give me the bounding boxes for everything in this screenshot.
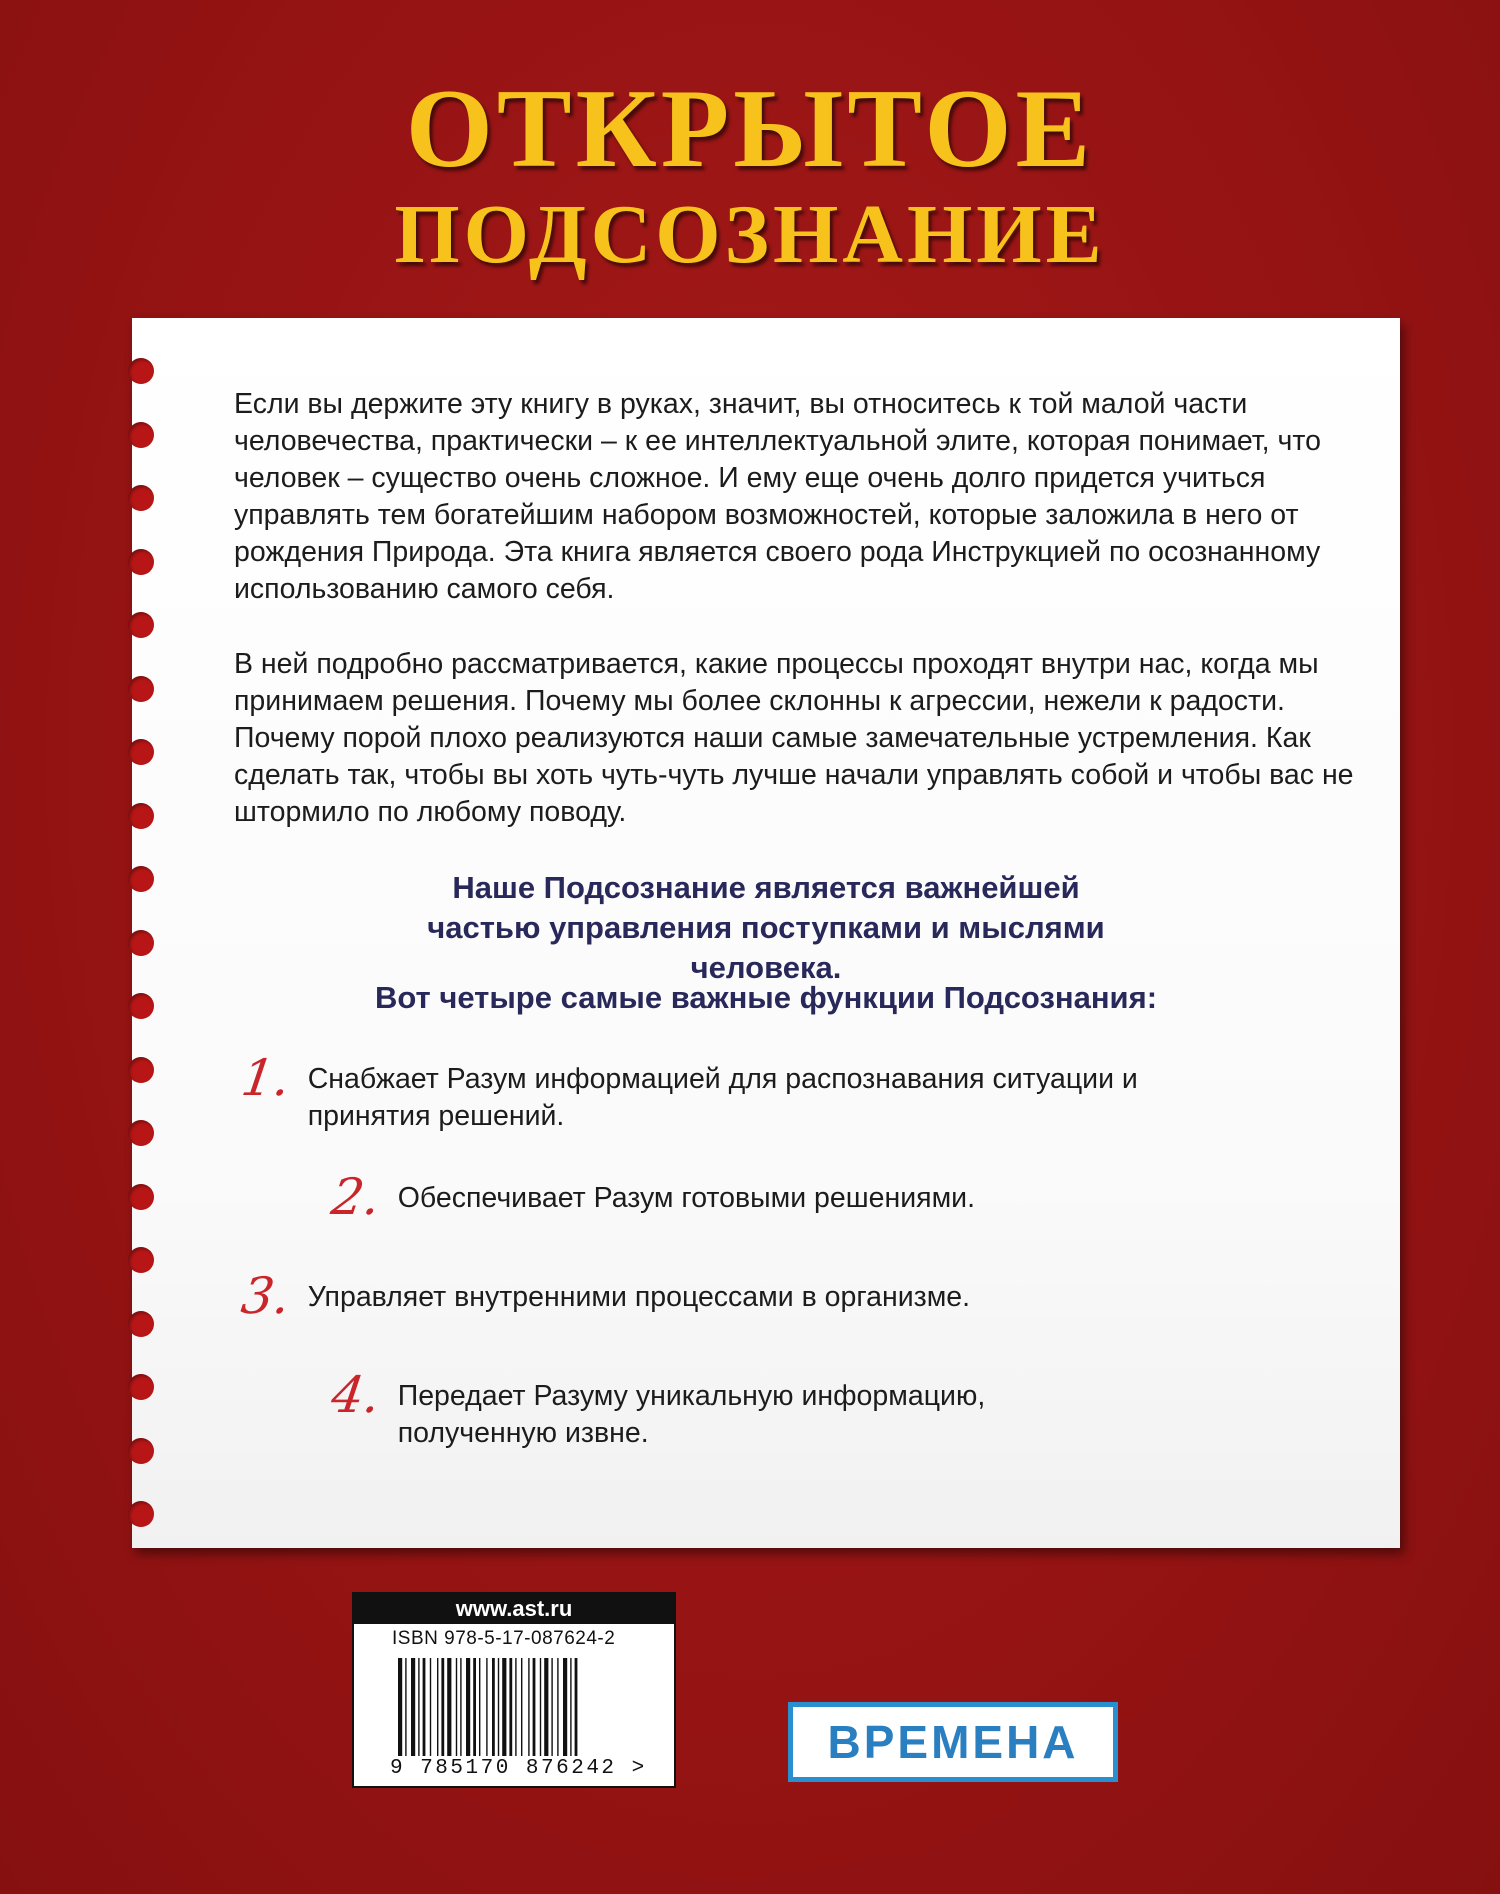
barcode-bar — [533, 1658, 536, 1756]
function-text: Обеспечивает Разум готовыми решениями. — [397, 1182, 975, 1214]
spiral-hole — [128, 1438, 154, 1464]
barcode-bar — [430, 1658, 431, 1756]
barcode-bar — [460, 1658, 461, 1756]
barcode-bar — [557, 1658, 558, 1756]
spiral-hole — [128, 422, 154, 448]
barcode-bar — [466, 1658, 470, 1756]
spiral-hole — [128, 1374, 154, 1400]
function-number: 1. — [237, 1049, 294, 1107]
barcode-bar — [405, 1658, 406, 1756]
notebook-page — [132, 318, 1400, 1548]
function-item-3 — [237, 1267, 1208, 1325]
spiral-hole — [128, 612, 154, 638]
function-text: Снабжает Разум информацией для распознавания ситуации и принятия решений. — [307, 1063, 1138, 1132]
function-item-1 — [237, 1049, 1208, 1135]
book-title-line-2: ПОДСОЗНАНИЕ — [394, 188, 1106, 281]
barcode-bar — [515, 1658, 516, 1756]
description-paragraph-1: Если вы держите эту книгу в руках, значит, вы относитесь к той малой части человечества, практически – к ее интеллектуальной элите, которая понимает, что человек – существо очень сложное. И ему еще очень долго придется учиться управлять тем богатейшим набором возможностей, которые заложила в него от рождения Природа. Эта книга является своего рода Инструкцией по осознанному использованию самого себя. — [234, 388, 1321, 605]
barcode-bar — [551, 1658, 552, 1756]
spiral-hole — [128, 1501, 154, 1527]
spiral-hole — [128, 1184, 154, 1210]
publisher-logo — [788, 1702, 1118, 1782]
book-title — [0, 67, 1500, 282]
barcode-bar — [447, 1658, 451, 1756]
spiral-hole — [128, 358, 154, 384]
function-text: Управляет внутренними процессами в организме. — [307, 1281, 971, 1313]
barcode-bar — [456, 1658, 457, 1756]
publisher-website: www.ast.ru — [354, 1594, 674, 1624]
spiral-hole — [128, 676, 154, 702]
isbn-barcode-block — [352, 1592, 676, 1788]
isbn-number: ISBN 978-5-17-087624-2 — [392, 1628, 616, 1649]
barcode-bar — [528, 1658, 529, 1756]
spiral-hole — [128, 549, 154, 575]
book-title-line-1: ОТКРЫТОЕ — [405, 67, 1095, 191]
barcode-bar — [570, 1658, 571, 1756]
barcode-bar — [544, 1658, 548, 1756]
spiral-hole — [128, 1120, 154, 1146]
spiral-hole — [128, 1247, 154, 1273]
spiral-hole — [128, 739, 154, 765]
barcode-bar — [509, 1658, 512, 1756]
barcode-bar — [563, 1658, 567, 1756]
barcode-bar — [423, 1658, 426, 1756]
spiral-hole — [128, 1311, 154, 1337]
barcode-digits: 9 785170 876242 > — [390, 1757, 647, 1780]
barcode-bar — [486, 1658, 487, 1756]
spiral-hole — [128, 485, 154, 511]
key-statement: Наше Подсознание является важнейшей частью управления поступками и мыслями человека. — [427, 870, 1105, 985]
function-item-2 — [327, 1168, 1298, 1226]
barcode-bar — [418, 1658, 419, 1756]
barcode-bar — [479, 1658, 480, 1756]
function-item-4 — [327, 1366, 1078, 1452]
functions-heading: Вот четыре самые важные функции Подсознания: — [374, 980, 1158, 1015]
function-text: Передает Разуму уникальную информацию, полученную извне. — [397, 1380, 986, 1449]
spiral-hole — [128, 803, 154, 829]
barcode-bar — [492, 1658, 495, 1756]
publisher-logo-text: ВРЕМЕНА — [827, 1716, 1079, 1768]
barcode-bar — [521, 1658, 522, 1756]
barcode-bar — [575, 1658, 578, 1756]
function-number: 4. — [327, 1366, 384, 1424]
barcode-bar — [473, 1658, 476, 1756]
description-paragraph-2: В ней подробно рассматривается, какие процессы проходят внутри нас, когда мы принимаем решения. Почему мы более склонны к агрессии, нежели к радости. Почему порой плохо реализуются наши самые замечательные устремления. Как сделать так, чтобы вы хоть чуть-чуть лучше начали управлять собой и чтобы вас не штормило по любому поводу. — [234, 648, 1354, 828]
function-number: 3. — [237, 1267, 294, 1325]
barcode-bar — [441, 1658, 444, 1756]
spiral-hole — [128, 1057, 154, 1083]
barcode-bar — [437, 1658, 438, 1756]
barcode-icon — [398, 1658, 630, 1756]
barcode-bar — [498, 1658, 499, 1756]
function-number: 2. — [327, 1168, 384, 1226]
barcode-bar — [411, 1658, 415, 1756]
barcode-bar — [398, 1658, 402, 1756]
barcode-bar — [540, 1658, 541, 1756]
barcode-bar — [502, 1658, 506, 1756]
